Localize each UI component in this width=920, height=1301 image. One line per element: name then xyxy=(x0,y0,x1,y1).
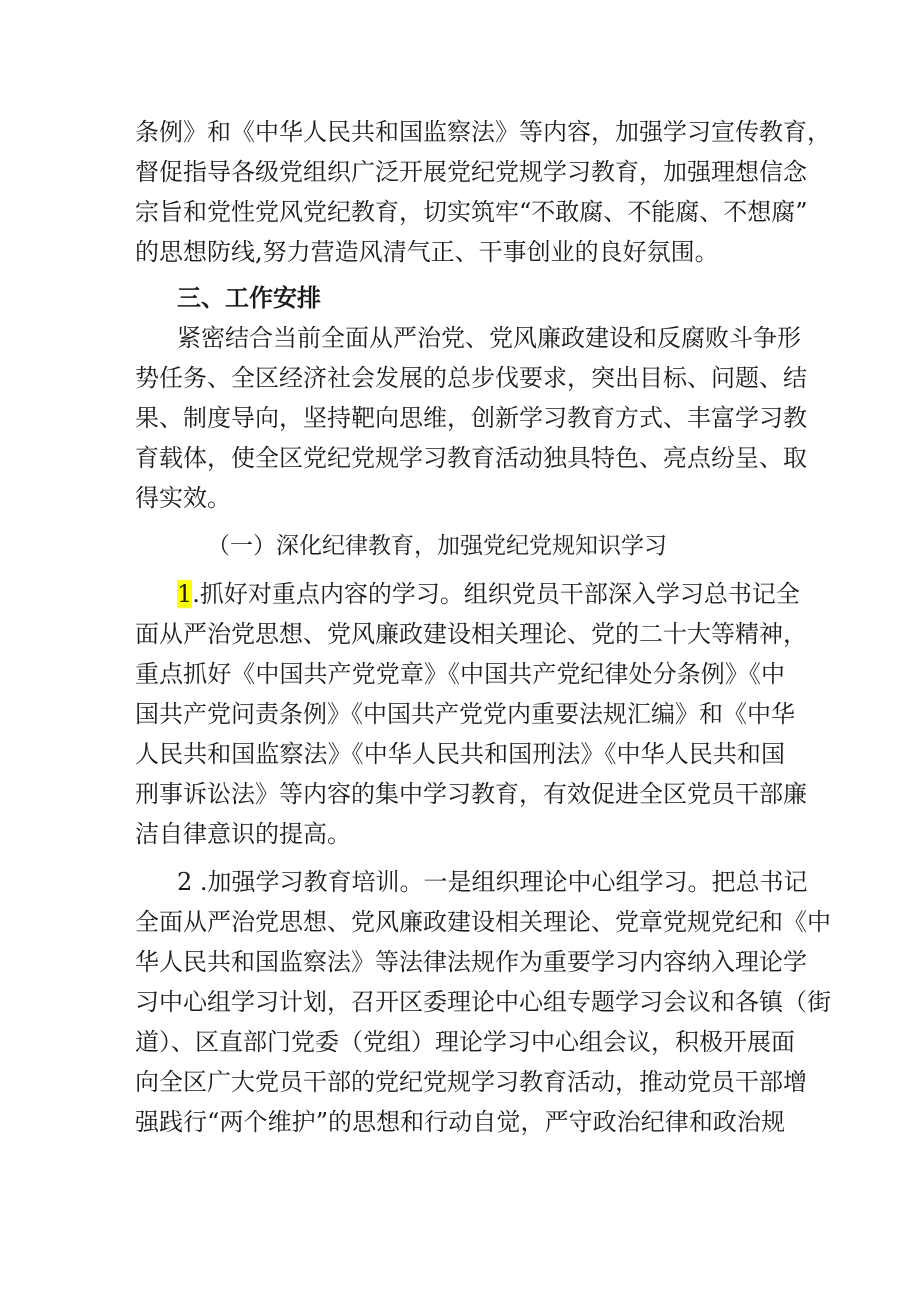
text-line: 督促指导各级党组织广泛开展党纪党规学习教育，加强理想信念 xyxy=(135,158,807,186)
text-line: 面从严治党思想、党风廉政建设相关理论、党的二十大等精神， xyxy=(135,620,807,648)
text-line: 全面从严治党思想、党风廉政建设相关理论、党章党规党纪和《中 xyxy=(135,908,831,936)
paragraph-item-2 xyxy=(135,862,831,1142)
text-line xyxy=(135,574,800,614)
text-line: 向全区广大党员干部的党纪党规学习教育活动，推动党员干部增 xyxy=(135,1068,807,1096)
text-line: 果、制度导向，坚持靶向思维，创新学习教育方式、丰富学习教 xyxy=(135,404,807,432)
sub-heading: （一）深化纪律教育，加强党纪党规知识学习 xyxy=(207,533,667,559)
text-line: 强践行“两个维护”的思想和行动自觉，严守政治纪律和政治规 xyxy=(135,1108,785,1136)
text-line: 条例》和《中华人民共和国监察法》等内容，加强学习宣传教育， xyxy=(135,118,831,146)
text-line: 紧密结合当前全面从严治党、党风廉政建设和反腐败斗争形 xyxy=(177,324,801,352)
text-line: 得实效。 xyxy=(135,484,231,512)
text-line: 洁自律意识的提高。 xyxy=(135,820,351,848)
text-line: 宗旨和党性党风党纪教育，切实筑牢“不敢腐、不能腐、不想腐” xyxy=(135,198,808,226)
text-line: 重点抓好《中国共产党党章》《中国共产党纪律处分条例》《中 xyxy=(135,660,785,688)
text-line-content: .抓好对重点内容的学习。组织党员干部深入学习总书记全 xyxy=(192,580,800,608)
document-page xyxy=(135,112,831,1142)
paragraph-intro xyxy=(135,112,831,272)
text-line: 势任务、全区经济社会发展的总步伐要求，突出目标、问题、结 xyxy=(135,364,807,392)
text-line: 国共产党问责条例》《中国共产党党内重要法规汇编》和《中华 xyxy=(135,700,795,728)
paragraph-work-arrangement xyxy=(135,318,807,518)
text-line: 的思想防线,努力营造风清气正、干事创业的良好氛围。 xyxy=(135,238,719,266)
text-line: 习中心组学习计划，召开区委理论中心组专题学习会议和各镇（街 xyxy=(135,988,831,1016)
section-heading: 三、工作安排 xyxy=(177,284,321,312)
text-line: 华人民共和国监察法》等法律法规作为重要学习内容纳入理论学 xyxy=(135,948,807,976)
text-line: 2 .加强学习教育培训。一是组织理论中心组学习。把总书记 xyxy=(177,868,808,896)
text-line: 刑事诉讼法》等内容的集中学习教育，有效促进全区党员干部廉 xyxy=(135,780,807,808)
text-line: 人民共和国监察法》《中华人民共和国刑法》《中华人民共和国 xyxy=(135,740,785,768)
paragraph-item-1 xyxy=(135,574,807,854)
highlighted-marker: 1 xyxy=(177,580,193,608)
text-line: 育载体，使全区党纪党规学习教育活动独具特色、亮点纷呈、取 xyxy=(135,444,807,472)
text-line: 道）、区直部门党委（党组）理论学习中心组会议，积极开展面 xyxy=(135,1028,795,1056)
